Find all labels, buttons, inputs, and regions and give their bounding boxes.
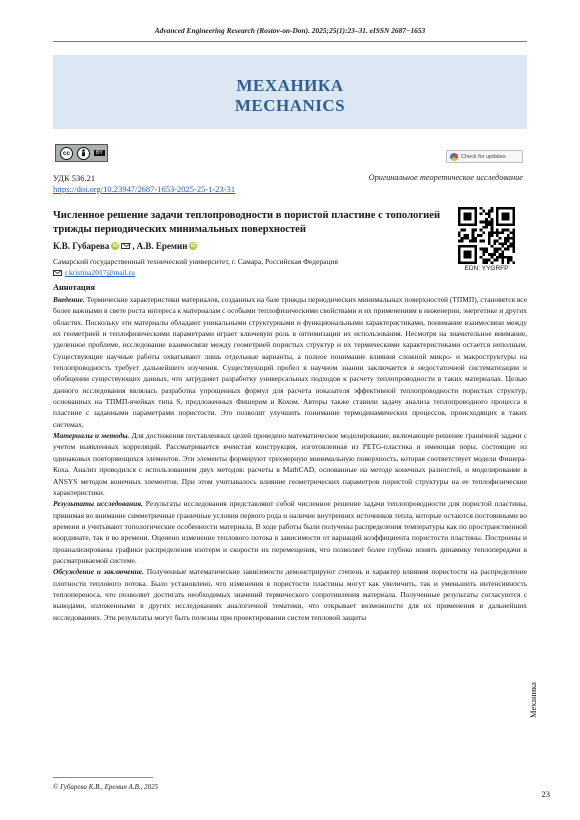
envelope-icon[interactable] xyxy=(121,243,130,249)
orcid-icon[interactable]: iD xyxy=(190,243,196,249)
abstract-paragraph xyxy=(53,566,527,623)
cc-license-badge[interactable] xyxy=(55,144,108,162)
paragraph-lead: Введение. xyxy=(53,295,85,304)
abstract-paragraph xyxy=(53,498,527,566)
udk-code: УДК 536.21 xyxy=(53,173,96,183)
abstract-body xyxy=(53,294,527,623)
paragraph-text: Термические характеристики материалов, созданных на базе трижды периодических минимальных поверхностей (ТПМП), становятся все более важными в свете роста интереса к материалам с особыми теплофизическими свойствами и их применениям в инженерии, энергетике и других областях. Поскольку эти материалы обладают уникальными структурными и функциональными характеристиками, понимание взаимосвязи между их геометрией и теплофизическими параметрами играет ключевую роль в оптимизации их использования. Несмотря на значительное внимание, уделенное проблеме, исследование взаимосвязи между геометрией пористых структур и их термическими характеристиками остается неполным. Существующие научные работы охватывают лишь отдельные варианты, а полное понимание влияния сложной микро- и макроструктуры на теплопроводность требует дальнейшего изучения. Существующий пробел в научном знании заключается в недостаточной систематизации и обобщении существующих данных, что затрудняет разработку универсальных подходов к расчету теплопроводности в таких материалах. Целью данного исследования являлась разработка упрощенных формул для расчета показателя эффективной теплопроводности пористых структур, основанных на ТПМП-ячейках типа S, предложенных Фишером и Кохом. Авторы также ставили задачу анализа теплопроводного процесса в пластине с заданными параметрами пористости. Это позволит улучшить понимание термодинамических процессов, происходящих в таких системах. xyxy=(53,295,527,429)
paragraph-lead: Результаты исследования. xyxy=(53,499,143,509)
doi-link[interactable]: https://doi.org/10.23947/2687-1653-2025-25-1-23-31 xyxy=(53,184,236,194)
cc-icon: cc xyxy=(60,147,73,160)
check-for-updates-label: Check for updates xyxy=(461,153,506,160)
section-title-en: MECHANICS xyxy=(234,96,346,115)
header-divider xyxy=(53,41,527,42)
check-for-updates-button[interactable] xyxy=(446,150,523,163)
paragraph-text: Результаты исследования представляют собой численное решение задачи теплопроводности для пористой пластины, принимая во внимание симметричные граничные условия первого рода и наличие внутренних источников тепла, которые остаются постоянными во времени и учитывают топологические особенности материала. В ходе работы были получены распределения температуры как по пространственной координате, так и во времени. Оценено изменение теплового потока в зависимости от вариаций коэффициента пористости пластины. Построены и проанализированы графики распределения изотерм и скорости их перемещения, что позволяет более глубоко понять динамику теплопередачи в рассматриваемой системе. xyxy=(53,499,527,565)
envelope-icon xyxy=(53,270,62,276)
email-link[interactable]: r.kristina2017@mail.ru xyxy=(65,268,135,277)
copyright-notice: © Губарева К.В., Еремин А.В., 2025 xyxy=(53,783,159,791)
orcid-icon[interactable]: iD xyxy=(112,243,118,249)
running-head: Advanced Engineering Research (Rostov-on-Don). 2025;25(1):23–31. eISSN 2687−1653 xyxy=(154,26,426,35)
affiliation: Самарский государственный технический университет, г. Самара, Российская Федерация xyxy=(53,257,338,266)
abstract-paragraph xyxy=(53,294,527,430)
paragraph-text: Для достижения поставленных целей проведено математическое моделирование, включающее решение граничной задачи с учетом выявленных корреляций. Рассматривается ячеистая конструкция, изготовленная из PETG-пластика и имеющая поры, состоящие из одинаковых повторяющихся элементов. Эти элементы формируют трехмерную минимальную поверхность, которая соответствует модели Фишера-Коха. Анализ проводился с использованием двух методов: расчеты в MathCAD, основанные на методе конечных разностей, и моделирование в ANSYS методом конечных элементов. При этом учитывалось влияние геометрических параметров пористой структуры на ее теплофизические характеристики. xyxy=(53,431,528,497)
qr-code[interactable] xyxy=(458,207,515,264)
edn-code: EDN: YYGRFP xyxy=(464,265,509,272)
section-banner xyxy=(53,55,527,129)
author-name: К.В. Губарева xyxy=(53,241,110,251)
paragraph-lead: Материалы и методы. xyxy=(53,431,130,441)
abstract-paragraph xyxy=(53,430,527,498)
paragraph-lead: Обсуждение и заключение. xyxy=(53,567,144,577)
crossmark-icon xyxy=(450,153,458,161)
annotation-heading: Аннотация xyxy=(53,283,95,292)
contact-email xyxy=(53,268,135,277)
author-list xyxy=(53,241,197,251)
author-name: А.В. Еремин xyxy=(136,241,188,251)
section-title-ru: МЕХАНИКА xyxy=(236,76,344,95)
paragraph-text: Полученные математические зависимости демонстрируют степень и характер влияния пористости на распределение плотности теплового потока. Было установлено, что изменения в пористости пластины могут как увеличить, так и уменьшить интенсивность теплопереноса, что позволяет достигать необходимых значений термического сопротивления материала. Полученные результаты согласуются с выводами, изложенными в других исследованиях аналогичной тематики, что открывает возможности для их применения в дальнейших исследованиях. Эти результаты могут быть полезны при проектировании систем тепловой защиты xyxy=(53,567,527,622)
author-separator: , xyxy=(132,241,135,251)
article-type: Оригинальное теоретическое исследование xyxy=(368,173,523,182)
section-side-label: Механика xyxy=(528,682,538,718)
footer-divider xyxy=(53,777,153,778)
cc-by-label: BY xyxy=(96,150,103,156)
person-icon xyxy=(77,147,90,160)
page-number: 23 xyxy=(541,789,550,799)
article-title: Численное решение задачи теплопроводности в пористой пластине с топологией трижды периодических минимальных поверхностей xyxy=(53,210,441,235)
